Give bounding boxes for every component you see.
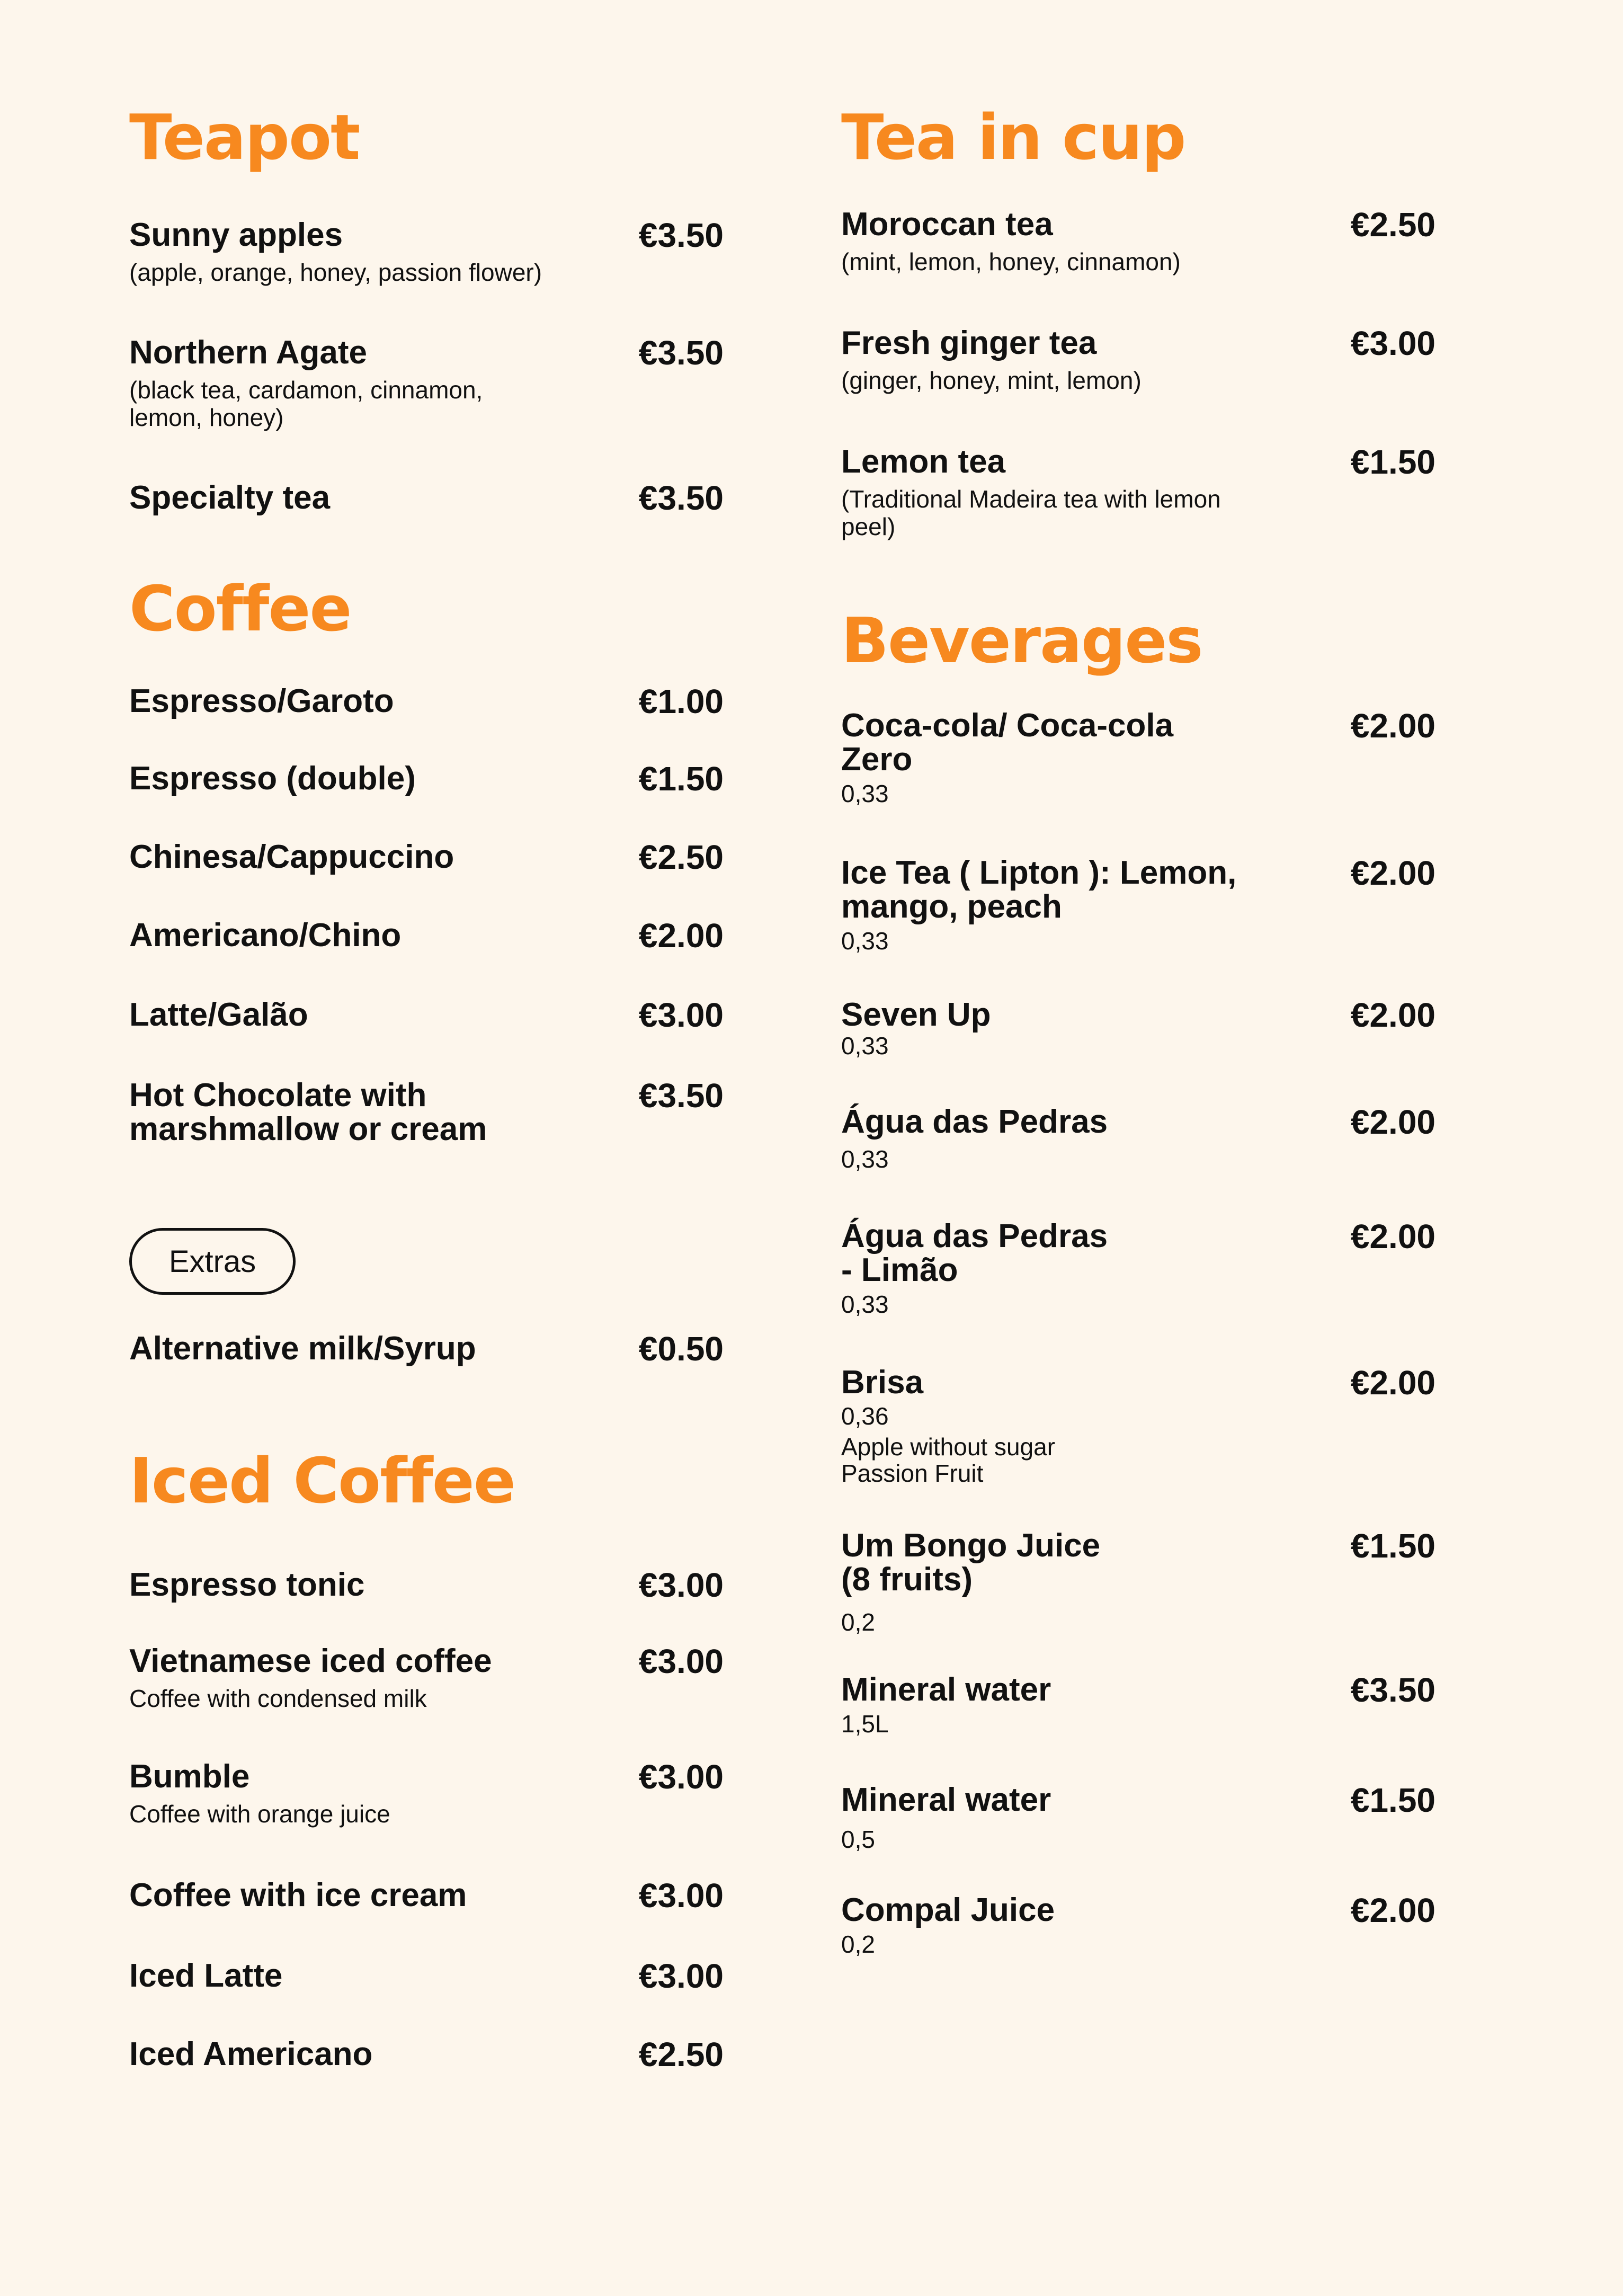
item-price: €2.00 [1350,996,1435,1034]
item-description: Coffee with condensed milk [129,1685,427,1712]
item-price: €2.50 [1350,206,1435,244]
menu-item [129,1076,724,1147]
item-price: €2.00 [1350,1364,1435,1402]
section-title-beverages: Beverages [841,604,1202,677]
item-name: Americano/Chino [129,917,402,954]
item-price: €3.50 [1350,1671,1435,1709]
item-description: 0,33 [841,1145,889,1173]
item-name: Seven Up [841,996,991,1033]
menu-item [129,1876,724,1915]
item-price: €3.50 [638,479,724,517]
menu-item [129,684,724,718]
menu-item [841,1366,1435,1487]
menu-item [841,1673,1435,1738]
item-name: Northern Agate [129,334,367,371]
item-description: (apple, orange, honey, passion flower) [129,259,542,286]
item-price: €3.00 [638,1642,724,1680]
item-name: Espresso (double) [129,760,416,797]
item-name: Fresh ginger tea [841,325,1097,361]
menu-item [129,336,724,431]
item-price: €3.50 [638,1076,724,1115]
item-name: Mineral water [841,1671,1051,1708]
item-price: €3.00 [638,1566,724,1604]
menu-item [129,2037,724,2071]
menu-item [841,1105,1435,1173]
item-price: €0.50 [638,1330,724,1368]
item-price: €2.00 [1350,854,1435,892]
menu-item [129,1760,724,1828]
item-price: €1.00 [638,682,724,720]
item-price: €2.00 [1350,707,1435,745]
item-name: Hot Chocolate with marshmallow or cream [129,1077,487,1147]
item-price: €2.00 [1350,1217,1435,1256]
item-price: €3.00 [638,1957,724,1995]
item-description: Apple without sugar [841,1433,1056,1461]
item-name: Coffee with ice cream [129,1877,467,1914]
menu-item [129,916,724,955]
item-price: €3.50 [638,334,724,372]
section-title-coffee: Coffee [129,572,351,645]
item-name: Chinesa/Cappuccino [129,839,454,875]
menu-item [841,1783,1435,1853]
item-price: €2.00 [638,916,724,955]
item-name: Sunny apples [129,217,343,253]
item-name: Mineral water [841,1782,1051,1818]
item-name: Bumble [129,1758,250,1795]
item-price: €1.50 [638,760,724,798]
item-price: €1.50 [1350,1781,1435,1819]
menu-item [841,998,1435,1060]
menu-item [841,1217,1435,1318]
menu-item [841,326,1435,394]
item-price: €3.00 [638,996,724,1034]
menu-item [129,840,724,874]
menu-item [841,1893,1435,1958]
item-name: Moroccan tea [841,206,1053,243]
item-name: Iced Latte [129,1957,283,1994]
item-description: (black tea, cardamon, cinnamon, lemon, honey) [129,376,483,431]
item-description: Passion Fruit [841,1460,984,1487]
item-name: Vietnamese iced coffee [129,1643,492,1679]
menu-item [841,1529,1435,1636]
section-title-teapot: Teapot [129,101,360,174]
item-price: €1.50 [1350,1527,1435,1565]
item-price: €2.50 [638,2035,724,2073]
item-price: €3.00 [1350,324,1435,362]
item-description: (mint, lemon, honey, cinnamon) [841,248,1181,275]
item-name: Specialty tea [129,479,331,516]
menu-item [129,1959,724,1993]
item-name: Um Bongo Juice (8 fruits) [841,1527,1101,1598]
item-name: Alternative milk/Syrup [129,1330,476,1367]
section-title-iced-coffee: Iced Coffee [129,1444,515,1517]
item-description: 0,5 [841,1826,875,1853]
item-price: €3.50 [638,216,724,254]
item-price: €2.00 [1350,1103,1435,1141]
menu-item [129,218,724,286]
menu-item [129,1568,724,1602]
menu-item [841,856,1435,955]
item-price: €2.00 [1350,1891,1435,1929]
item-description: 0,2 [841,1930,875,1958]
item-price: €1.50 [1350,443,1435,481]
item-name: Espresso tonic [129,1567,365,1603]
item-name: Coca-cola/ Coca-cola Zero [841,707,1174,778]
item-name: Espresso/Garoto [129,683,394,719]
item-description: 0,33 [841,1291,889,1318]
menu-item [129,1644,724,1712]
item-name: Lemon tea [841,443,1006,480]
item-description: 0,2 [841,1608,875,1636]
item-name: Compal Juice [841,1892,1055,1928]
item-name: Latte/Galão [129,996,308,1033]
menu-item [129,1332,724,1366]
menu-item [841,445,1435,540]
item-name: Brisa [841,1364,924,1401]
item-description: 0,33 [841,1032,889,1060]
item-description: 0,33 [841,780,889,807]
item-name: Água das Pedras - Limão [841,1218,1108,1288]
section-title-tea-in-cup: Tea in cup [841,101,1185,174]
item-description: 0,33 [841,927,889,955]
menu-item [129,998,724,1032]
menu-item [841,709,1435,807]
item-description: Coffee with orange juice [129,1800,390,1828]
item-description: 1,5L [841,1710,889,1738]
extras-label: Extras [129,1228,296,1295]
menu-item [129,762,724,796]
item-name: Ice Tea ( Lipton ): Lemon, mango, peach [841,855,1237,925]
item-name: Iced Americano [129,2036,373,2072]
item-price: €3.00 [638,1876,724,1915]
item-price: €3.00 [638,1758,724,1796]
menu-item [841,208,1435,275]
menu-item [129,481,724,515]
item-price: €2.50 [638,838,724,876]
item-name: Água das Pedras [841,1103,1108,1140]
item-description: 0,36 [841,1402,889,1430]
item-description: (ginger, honey, mint, lemon) [841,367,1142,394]
item-description: (Traditional Madeira tea with lemon peel) [841,485,1221,540]
